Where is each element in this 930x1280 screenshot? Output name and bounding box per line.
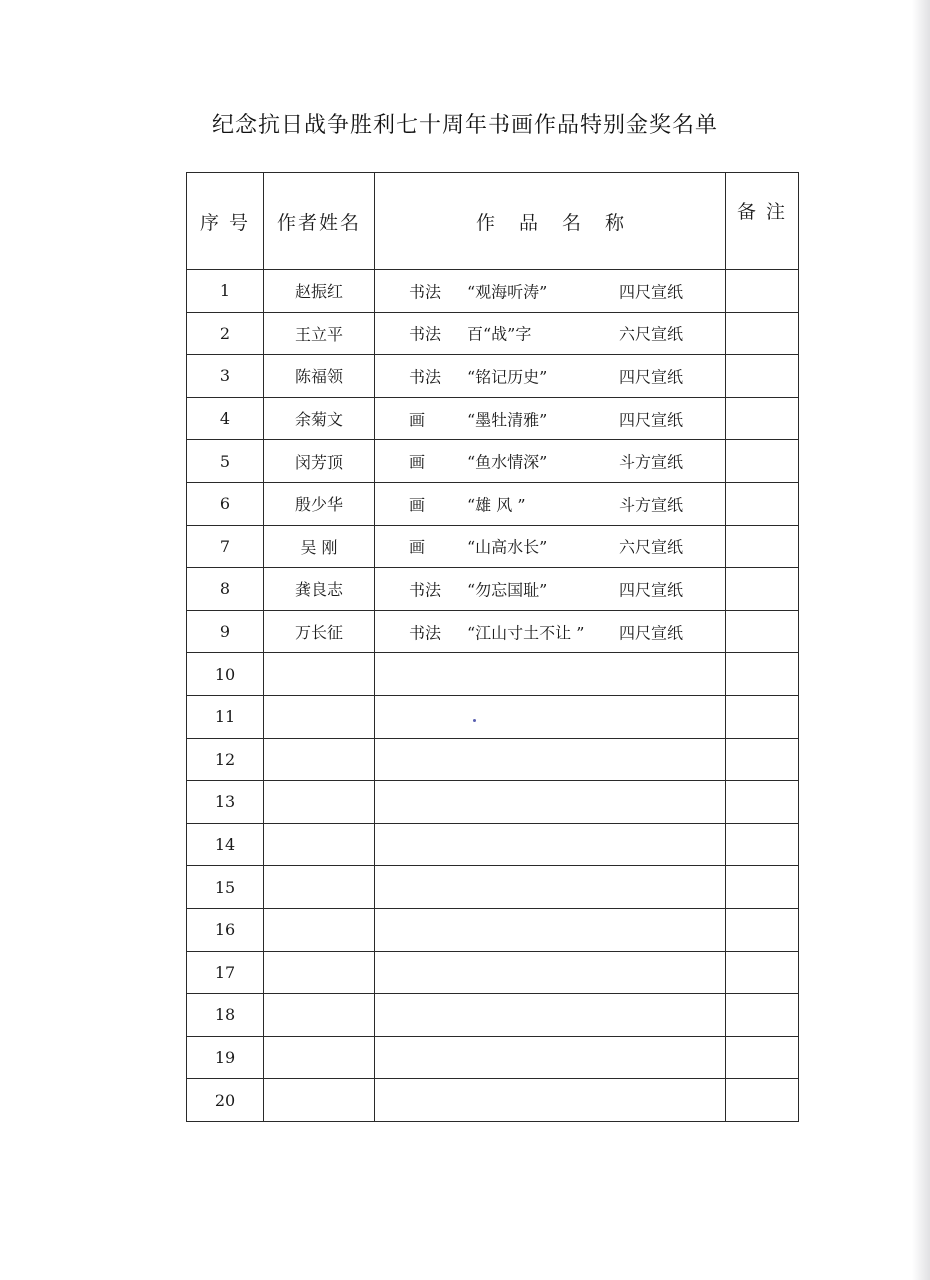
table-row [187, 482, 799, 525]
table-row [187, 653, 799, 696]
cell-work [375, 610, 726, 653]
cell-work [375, 951, 726, 994]
work-name: “雄 风 ” [467, 495, 526, 515]
document-title: 纪念抗日战争胜利七十周年书画作品特别金奖名单 [211, 113, 718, 138]
work-type: 书法 [409, 367, 442, 387]
cell-remark [726, 355, 799, 398]
award-list-table [186, 172, 799, 1122]
work-name: “江山寸土不让 ” [467, 623, 585, 643]
cell-author [264, 866, 375, 909]
cell-index: 16 [187, 908, 264, 951]
table-row [187, 823, 799, 866]
cell-author [264, 1079, 375, 1122]
table-row [187, 1079, 799, 1122]
cell-author [264, 695, 375, 738]
cell-remark [726, 440, 799, 483]
work-paper: 四尺宣纸 [619, 623, 684, 643]
cell-work [375, 781, 726, 824]
cell-author: 殷少华 [264, 482, 375, 525]
table-row [187, 397, 799, 440]
work-type: 画 [409, 410, 426, 430]
cell-work [375, 440, 726, 483]
cell-work [375, 823, 726, 866]
header-work-title-char: 品 [518, 211, 538, 234]
cell-index: 8 [187, 568, 264, 611]
header-work-title-char: 作 [475, 211, 495, 234]
cell-index: 5 [187, 440, 264, 483]
cell-index: 10 [187, 653, 264, 696]
cell-work [375, 270, 726, 313]
cell-author: 万长征 [264, 610, 375, 653]
cell-author [264, 823, 375, 866]
work-paper: 四尺宣纸 [619, 367, 684, 387]
cell-index: 7 [187, 525, 264, 568]
cell-work [375, 738, 726, 781]
work-paper: 斗方宣纸 [619, 452, 684, 472]
work-name: “鱼水情深” [467, 452, 548, 472]
cell-author: 陈福领 [264, 355, 375, 398]
cell-remark [726, 1079, 799, 1122]
table-row [187, 866, 799, 909]
cell-author [264, 738, 375, 781]
cell-index: 14 [187, 823, 264, 866]
header-work-title-char: 称 [605, 211, 625, 234]
cell-work [375, 355, 726, 398]
cell-remark [726, 653, 799, 696]
cell-index: 19 [187, 1036, 264, 1079]
work-paper: 四尺宣纸 [619, 410, 684, 430]
cell-index: 12 [187, 738, 264, 781]
table-row [187, 1036, 799, 1079]
cell-index: 3 [187, 355, 264, 398]
table-row [187, 270, 799, 313]
work-name: 百“战”字 [467, 324, 532, 344]
cell-remark [726, 568, 799, 611]
cell-work [375, 1036, 726, 1079]
work-type: 画 [409, 537, 426, 557]
work-paper: 四尺宣纸 [619, 580, 684, 600]
cell-work [375, 695, 726, 738]
cell-work [375, 908, 726, 951]
cell-index: 13 [187, 781, 264, 824]
work-paper: 四尺宣纸 [619, 282, 684, 302]
table-row [187, 312, 799, 355]
cell-index: 2 [187, 312, 264, 355]
cell-index: 6 [187, 482, 264, 525]
scan-edge-shadow [912, 0, 930, 1280]
table-row [187, 908, 799, 951]
cell-remark [726, 482, 799, 525]
cell-remark [726, 908, 799, 951]
cell-remark [726, 610, 799, 653]
cell-work [375, 312, 726, 355]
work-name: “山高水长” [467, 537, 548, 557]
cell-work [375, 482, 726, 525]
work-name: “铭记历史” [467, 367, 548, 387]
table-row [187, 355, 799, 398]
cell-work [375, 1079, 726, 1122]
cell-author: 余菊文 [264, 397, 375, 440]
cell-index: 15 [187, 866, 264, 909]
cell-author: 闵芳顶 [264, 440, 375, 483]
cell-author: 吴 刚 [264, 525, 375, 568]
table-row [187, 994, 799, 1037]
work-paper: 斗方宣纸 [619, 495, 684, 515]
cell-index: 4 [187, 397, 264, 440]
work-name: “勿忘国耻” [467, 580, 548, 600]
cell-remark [726, 951, 799, 994]
work-name: “观海听涛” [467, 282, 548, 302]
cell-remark [726, 312, 799, 355]
table-row [187, 738, 799, 781]
table-row [187, 695, 799, 738]
cell-index: 11 [187, 695, 264, 738]
header-author: 作者姓名 [264, 173, 375, 270]
work-type: 书法 [409, 623, 442, 643]
cell-author [264, 994, 375, 1037]
work-paper: 六尺宣纸 [619, 537, 684, 557]
cell-index: 20 [187, 1079, 264, 1122]
table-row [187, 440, 799, 483]
cell-remark [726, 738, 799, 781]
table-row [187, 568, 799, 611]
cell-remark [726, 270, 799, 313]
cell-remark [726, 695, 799, 738]
cell-author [264, 908, 375, 951]
work-type: 书法 [409, 324, 442, 344]
cell-remark [726, 1036, 799, 1079]
table-row [187, 951, 799, 994]
table-header-row [187, 173, 799, 270]
cell-remark [726, 823, 799, 866]
cell-author: 王立平 [264, 312, 375, 355]
work-type: 书法 [409, 282, 442, 302]
work-name: “墨牡清雅” [467, 410, 548, 430]
table-row [187, 525, 799, 568]
header-work-title [375, 173, 726, 270]
cell-work [375, 994, 726, 1037]
cell-author [264, 781, 375, 824]
header-index: 序 号 [187, 173, 264, 270]
cell-work [375, 866, 726, 909]
table-row [187, 781, 799, 824]
ink-dot-mark [473, 719, 476, 722]
header-remark: 备 注 [726, 173, 799, 270]
cell-work [375, 525, 726, 568]
cell-index: 1 [187, 270, 264, 313]
cell-author: 龚良志 [264, 568, 375, 611]
cell-index: 18 [187, 994, 264, 1037]
cell-remark [726, 866, 799, 909]
cell-author [264, 653, 375, 696]
header-work-title-char: 名 [562, 211, 582, 234]
cell-remark [726, 781, 799, 824]
work-type: 画 [409, 495, 426, 515]
cell-author [264, 1036, 375, 1079]
cell-work [375, 568, 726, 611]
cell-remark [726, 525, 799, 568]
work-paper: 六尺宣纸 [619, 324, 684, 344]
cell-work [375, 397, 726, 440]
cell-author [264, 951, 375, 994]
cell-remark [726, 397, 799, 440]
cell-index: 17 [187, 951, 264, 994]
cell-author: 赵振红 [264, 270, 375, 313]
work-type: 画 [409, 452, 426, 472]
cell-remark [726, 994, 799, 1037]
cell-index: 9 [187, 610, 264, 653]
table-row [187, 610, 799, 653]
work-type: 书法 [409, 580, 442, 600]
cell-work [375, 653, 726, 696]
